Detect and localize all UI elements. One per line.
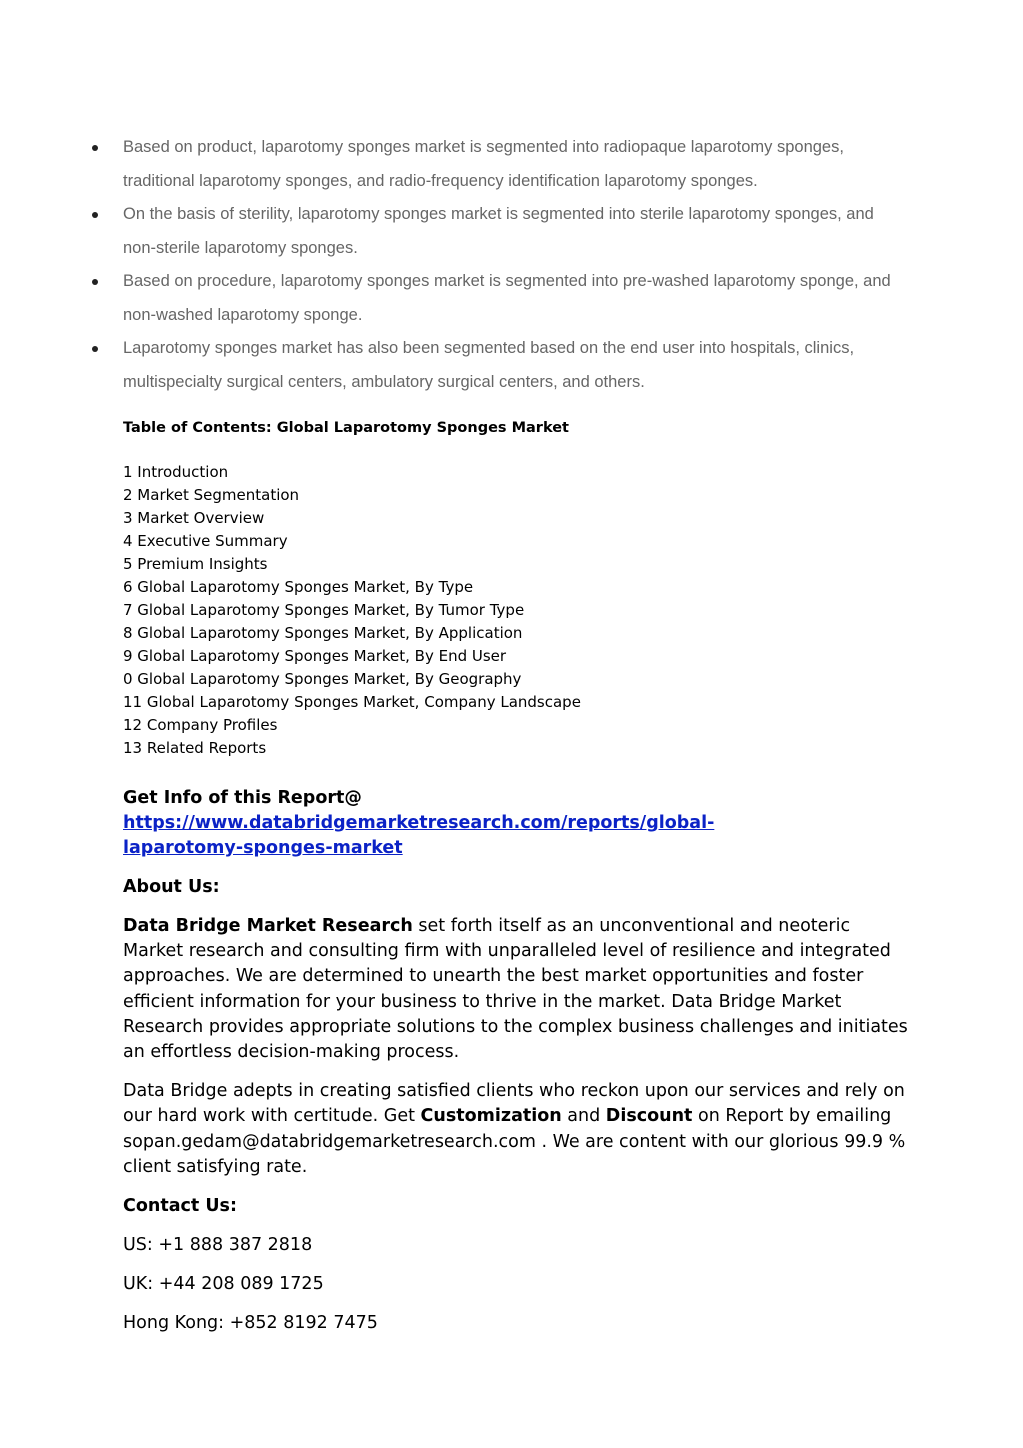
segmentation-bullet-list (88, 131, 908, 399)
toc-item: 12 Company Profiles (123, 716, 278, 734)
toc-item: 1 Introduction (123, 463, 229, 481)
report-link[interactable] (123, 813, 714, 858)
toc-item: 4 Executive Summary (123, 532, 288, 550)
about-paragraph-2 (123, 1079, 913, 1180)
bullet-text: On the basis of sterility, laparotomy sponges market is segmented into sterile laparotomy sponges, and non-sterile laparotomy sponges. (123, 205, 874, 257)
get-info-label: Get Info of this Report@ (123, 788, 362, 808)
bullet-dot-icon (92, 212, 98, 218)
toc-item: 11 Global Laparotomy Sponges Market, Company Landscape (123, 693, 581, 711)
bullet-item (88, 131, 908, 198)
about-p2-text-1: Data Bridge adepts in creating satisfied clients who reckon upon our services and rely on our hard work with certitude. Get (123, 1081, 905, 1127)
toc-list (123, 461, 913, 760)
company-name: Data Bridge Market Research (123, 916, 413, 936)
customization-bold: Customization (420, 1106, 562, 1127)
main-content (123, 413, 913, 1336)
toc-item: 8 Global Laparotomy Sponges Market, By Application (123, 624, 523, 642)
toc-item: 9 Global Laparotomy Sponges Market, By End User (123, 647, 507, 665)
bullet-dot-icon (92, 279, 98, 285)
bullet-item (88, 332, 908, 399)
bullet-item (88, 198, 908, 265)
toc-item: 3 Market Overview (123, 509, 265, 527)
toc-item: 0 Global Laparotomy Sponges Market, By Geography (123, 670, 522, 688)
bullet-text: Laparotomy sponges market has also been segmented based on the end user into hospitals, clinics, multispecialty surgical centers, ambulatory surgical centers, and others. (123, 339, 855, 391)
bullet-text: Based on procedure, laparotomy sponges market is segmented into pre-washed laparotomy sponge, and non-washed laparotomy sponge. (123, 272, 891, 324)
report-link-part2[interactable]: laparotomy-sponges-market (123, 838, 403, 858)
contact-us-phone: US: +1 888 387 2818 (123, 1235, 313, 1256)
bullet-text: Based on product, laparotomy sponges market is segmented into radiopaque laparotomy sponges, traditional laparotomy sponges, and radio-frequency identification laparotomy sponges. (123, 138, 844, 190)
bullet-dot-icon (92, 346, 98, 352)
toc-item: 2 Market Segmentation (123, 486, 300, 504)
bullet-dot-icon (92, 145, 98, 151)
get-info-line (123, 786, 913, 861)
contact-hk-phone: Hong Kong: +852 8192 7475 (123, 1313, 378, 1334)
contact-heading: Contact Us: (123, 1196, 237, 1217)
toc-title: Table of Contents: Global Laparotomy Sponges Market (123, 420, 569, 436)
bullet-item (88, 265, 908, 332)
toc-item: 5 Premium Insights (123, 555, 268, 573)
about-paragraph-1-text: set forth itself as an unconventional and neoteric Market research and consulting firm with unparalleled level of resilience and integrated approaches. We are determined to unearth the best market opportunities and foster efficient information for your business to thrive in the market. Data Bridge Market Research provides appropriate solutions to the complex business challenges and initiates an effortless decision-making process. (123, 916, 908, 1063)
toc-item: 13 Related Reports (123, 739, 267, 757)
about-p2-text-3: on Report by emailing sopan.gedam@databridgemarketresearch.com . We are content with our glorious 99.9 % client satisfying rate. (123, 1106, 906, 1177)
toc-item: 6 Global Laparotomy Sponges Market, By Type (123, 578, 474, 596)
about-p2-text-2: and (561, 1106, 606, 1127)
about-heading: About Us: (123, 877, 220, 897)
contact-uk-phone: UK: +44 208 089 1725 (123, 1274, 324, 1295)
toc-item: 7 Global Laparotomy Sponges Market, By Tumor Type (123, 601, 525, 619)
discount-bold: Discount (605, 1106, 693, 1127)
report-link-part1[interactable]: https://www.databridgemarketresearch.com/reports/global- (123, 813, 715, 833)
about-paragraph-1 (123, 914, 913, 1065)
